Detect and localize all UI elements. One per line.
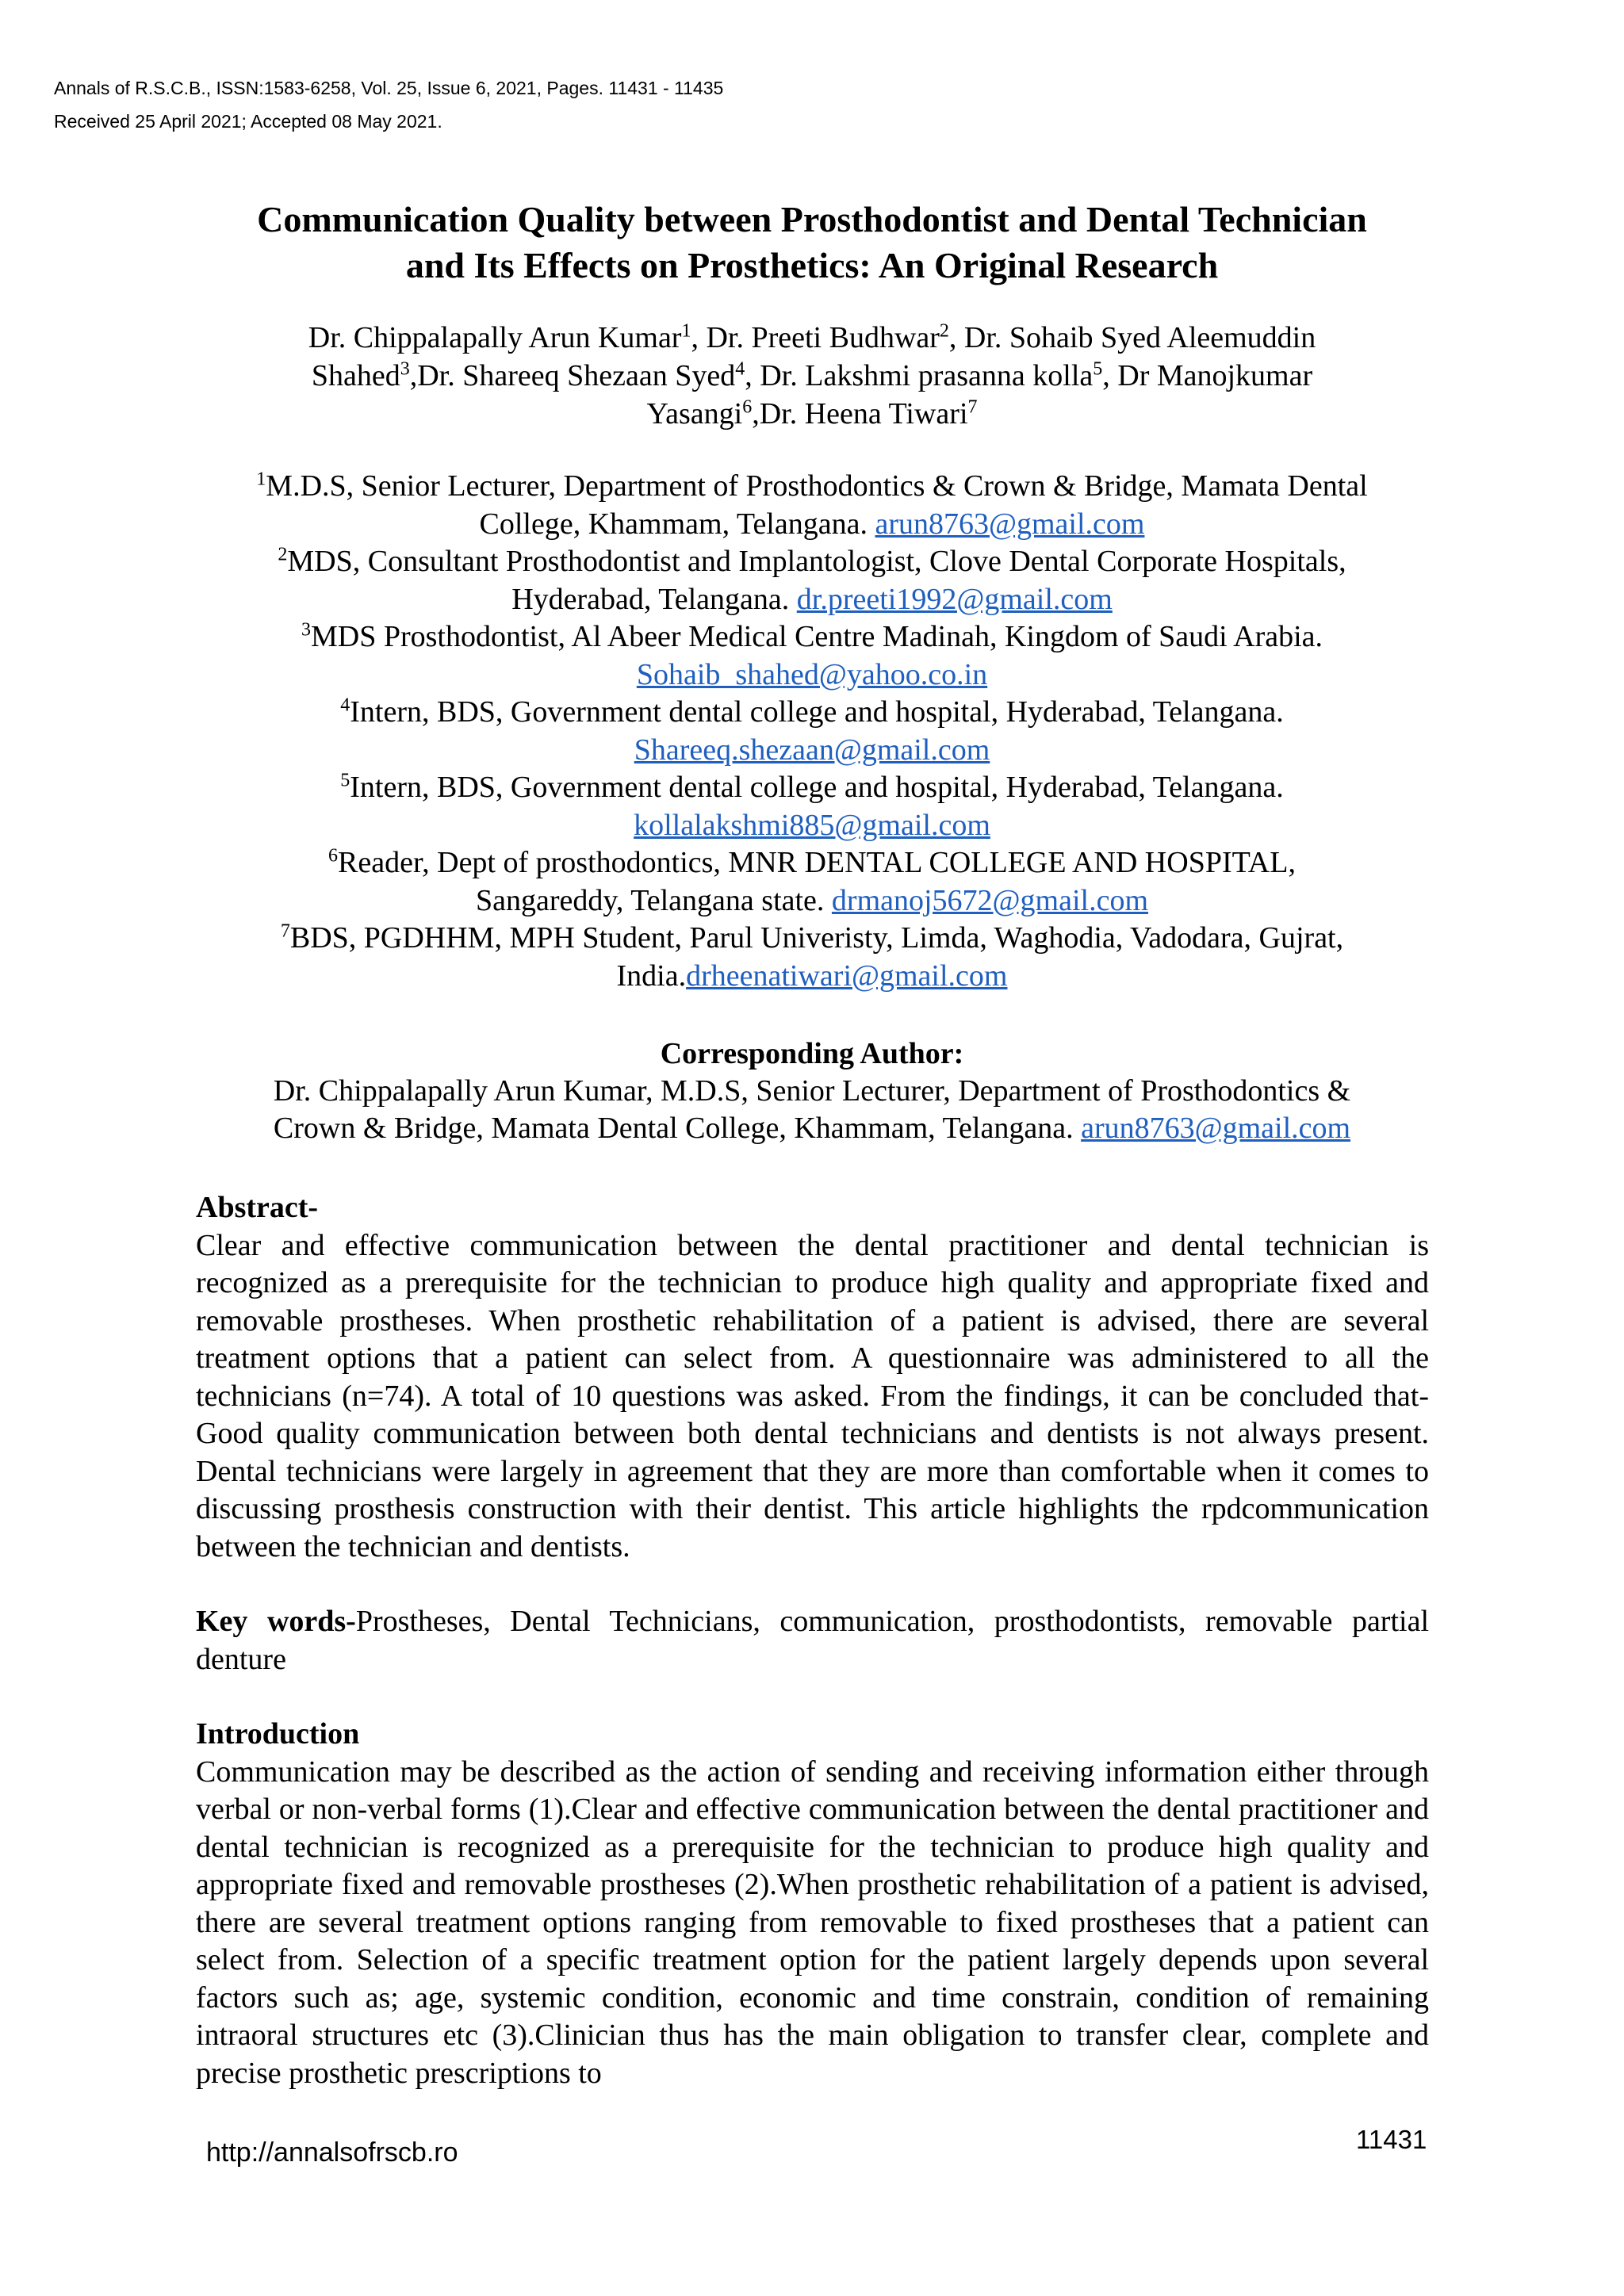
introduction-heading: Introduction — [196, 1717, 360, 1751]
affiliation-text: India. — [616, 959, 687, 993]
affiliation-sup: 6 — [328, 845, 339, 867]
affiliation-sup: 2 — [278, 544, 288, 565]
author-name: ,Dr. Shareeq Shezaan Syed — [409, 359, 736, 392]
author-line-3 — [119, 395, 1505, 433]
page-number: 11431 — [1356, 2125, 1427, 2154]
author-sup: 5 — [1093, 358, 1103, 380]
paper-title — [119, 197, 1505, 289]
corresponding-text: Crown & Bridge, Mamata Dental College, Khammam, Telangana. — [273, 1112, 1082, 1145]
keywords-text: Prostheses, Dental Technicians, communication, prosthodontists, removable partial denture — [196, 1605, 1430, 1676]
keywords-label: Key words- — [196, 1605, 356, 1638]
author-name: , Dr. Lakshmi prasanna kolla — [745, 359, 1094, 392]
affiliation-text: BDS, PGDHHM, MPH Student, Parul Univeristy, Limda, Waghodia, Vadodara, Gujrat, — [289, 921, 1344, 955]
email-link[interactable]: drheenatiwari@gmail.com — [686, 959, 1008, 993]
abstract-section — [196, 1189, 1429, 1566]
author-name: Shahed — [311, 359, 400, 392]
author-name: , Dr. Sohaib Syed Aleemuddin — [948, 321, 1316, 354]
affiliation-4 — [119, 694, 1505, 769]
author-name: , Dr. Preeti Budhwar — [691, 321, 940, 354]
journal-citation: Annals of R.S.C.B., ISSN:1583-6258, Vol. 25, Issue 6, 2021, Pages. 11431 - 11435 — [54, 78, 724, 98]
affiliation-text: College, Khammam, Telangana. — [479, 507, 875, 541]
author-name: ,Dr. Heena Tiwari — [752, 397, 968, 430]
affiliation-sup: 7 — [280, 920, 290, 942]
email-link[interactable]: Shareeq.shezaan@gmail.com — [634, 733, 990, 767]
author-sup: 3 — [400, 358, 410, 380]
affiliation-text: Intern, BDS, Government dental college and hospital, Hyderabad, Telangana. — [350, 771, 1284, 804]
affiliation-2 — [119, 543, 1505, 618]
author-sup: 2 — [939, 320, 949, 342]
journal-header — [54, 71, 723, 138]
affiliation-text: Reader, Dept of prosthodontics, MNR DENTAL COLLEGE AND HOSPITAL, — [338, 846, 1296, 879]
affiliation-sup: 3 — [301, 619, 311, 641]
corresponding-text: Dr. Chippalapally Arun Kumar, M.D.S, Senior Lecturer, Department of Prosthodontics & — [273, 1074, 1351, 1108]
title-line-1: Communication Quality between Prosthodontist and Dental Technician — [257, 199, 1367, 239]
email-link[interactable]: arun8763@gmail.com — [875, 507, 1145, 541]
received-accepted-dates: Received 25 April 2021; Accepted 08 May 2021. — [54, 111, 442, 132]
affiliation-6 — [119, 844, 1505, 920]
affiliation-sup: 5 — [340, 770, 350, 791]
affiliation-sup: 4 — [340, 695, 350, 716]
author-sup: 7 — [967, 396, 978, 418]
affiliation-text: Sangareddy, Telangana state. — [475, 883, 832, 917]
author-sup: 6 — [742, 396, 753, 418]
affiliation-text: Hyderabad, Telangana. — [511, 582, 797, 616]
affiliation-7 — [119, 920, 1505, 995]
affiliation-sup: 1 — [256, 469, 266, 490]
title-line-2: and Its Effects on Prosthetics: An Original Research — [405, 245, 1219, 285]
affiliation-text: MDS Prosthodontist, Al Abeer Medical Centre Madinah, Kingdom of Saudi Arabia. — [310, 620, 1323, 653]
affiliation-text: Intern, BDS, Government dental college and hospital, Hyderabad, Telangana. — [350, 695, 1284, 729]
author-line-2 — [119, 357, 1505, 395]
affiliation-1 — [119, 468, 1505, 543]
author-list — [119, 319, 1505, 433]
email-link[interactable]: drmanoj5672@gmail.com — [831, 883, 1149, 917]
author-name: Yasangi — [646, 397, 743, 430]
affiliations — [119, 468, 1505, 995]
affiliation-5 — [119, 769, 1505, 844]
affiliation-3 — [119, 618, 1505, 694]
keywords-section — [196, 1603, 1429, 1678]
introduction-section — [196, 1716, 1429, 2092]
email-link[interactable]: dr.preeti1992@gmail.com — [796, 582, 1113, 616]
author-sup: 1 — [681, 320, 691, 342]
introduction-body: Communication may be described as the action of sending and receiving information either through verbal or non-verbal forms (1).Clear and effective communication between the dental practitioner and dental technician is recognized as a prerequisite for the technician to produce high quality and appropriate fixed and removable prostheses (2).When prosthetic rehabilitation of a patient is advised, there are several treatment options ranging from removable to fixed prostheses that a patient can select from. Selection of a specific treatment option for the patient largely depends upon several factors such as; age, systemic condition, economic and time constrain, condition of remaining intraoral structures etc (3).Clinician thus has the main obligation to transfer clear, complete and precise prosthetic prescriptions to — [196, 1755, 1429, 2090]
author-name: Dr. Chippalapally Arun Kumar — [308, 321, 682, 354]
footer-url[interactable]: http://annalsofrscb.ro — [206, 2137, 458, 2168]
abstract-heading: Abstract- — [196, 1191, 319, 1224]
email-link[interactable]: Sohaib_shahed@yahoo.co.in — [636, 657, 988, 691]
affiliation-text: MDS, Consultant Prosthodontist and Implantologist, Clove Dental Corporate Hospitals, — [287, 545, 1346, 578]
corresponding-author — [119, 1035, 1505, 1147]
author-line-1 — [119, 319, 1505, 357]
email-link[interactable]: arun8763@gmail.com — [1081, 1112, 1351, 1145]
email-link[interactable]: kollalakshmi885@gmail.com — [634, 808, 990, 842]
affiliation-text: M.D.S, Senior Lecturer, Department of Prosthodontics & Crown & Bridge, Mamata Dental — [266, 469, 1368, 503]
author-name: , Dr Manojkumar — [1102, 359, 1313, 392]
abstract-body: Clear and effective communication between the dental practitioner and dental technician is recognized as a prerequisite for the technician to produce high quality and appropriate fixed and removable prostheses. When prosthetic rehabilitation of a patient is advised, there are several treatment options that a patient can select from. A questionnaire was administered to all the technicians (n=74). A total of 10 questions was asked. From the findings, it can be concluded that- Good quality communication between both dental technicians and dentists is not always present. Dental technicians were largely in agreement that they are more than comfortable when it comes to discussing prosthesis construction with their dentist. This article highlights the rpdcommunication between the technician and dentists. — [196, 1228, 1429, 1563]
author-sup: 4 — [735, 358, 745, 380]
corresponding-heading: Corresponding Author: — [660, 1037, 964, 1070]
